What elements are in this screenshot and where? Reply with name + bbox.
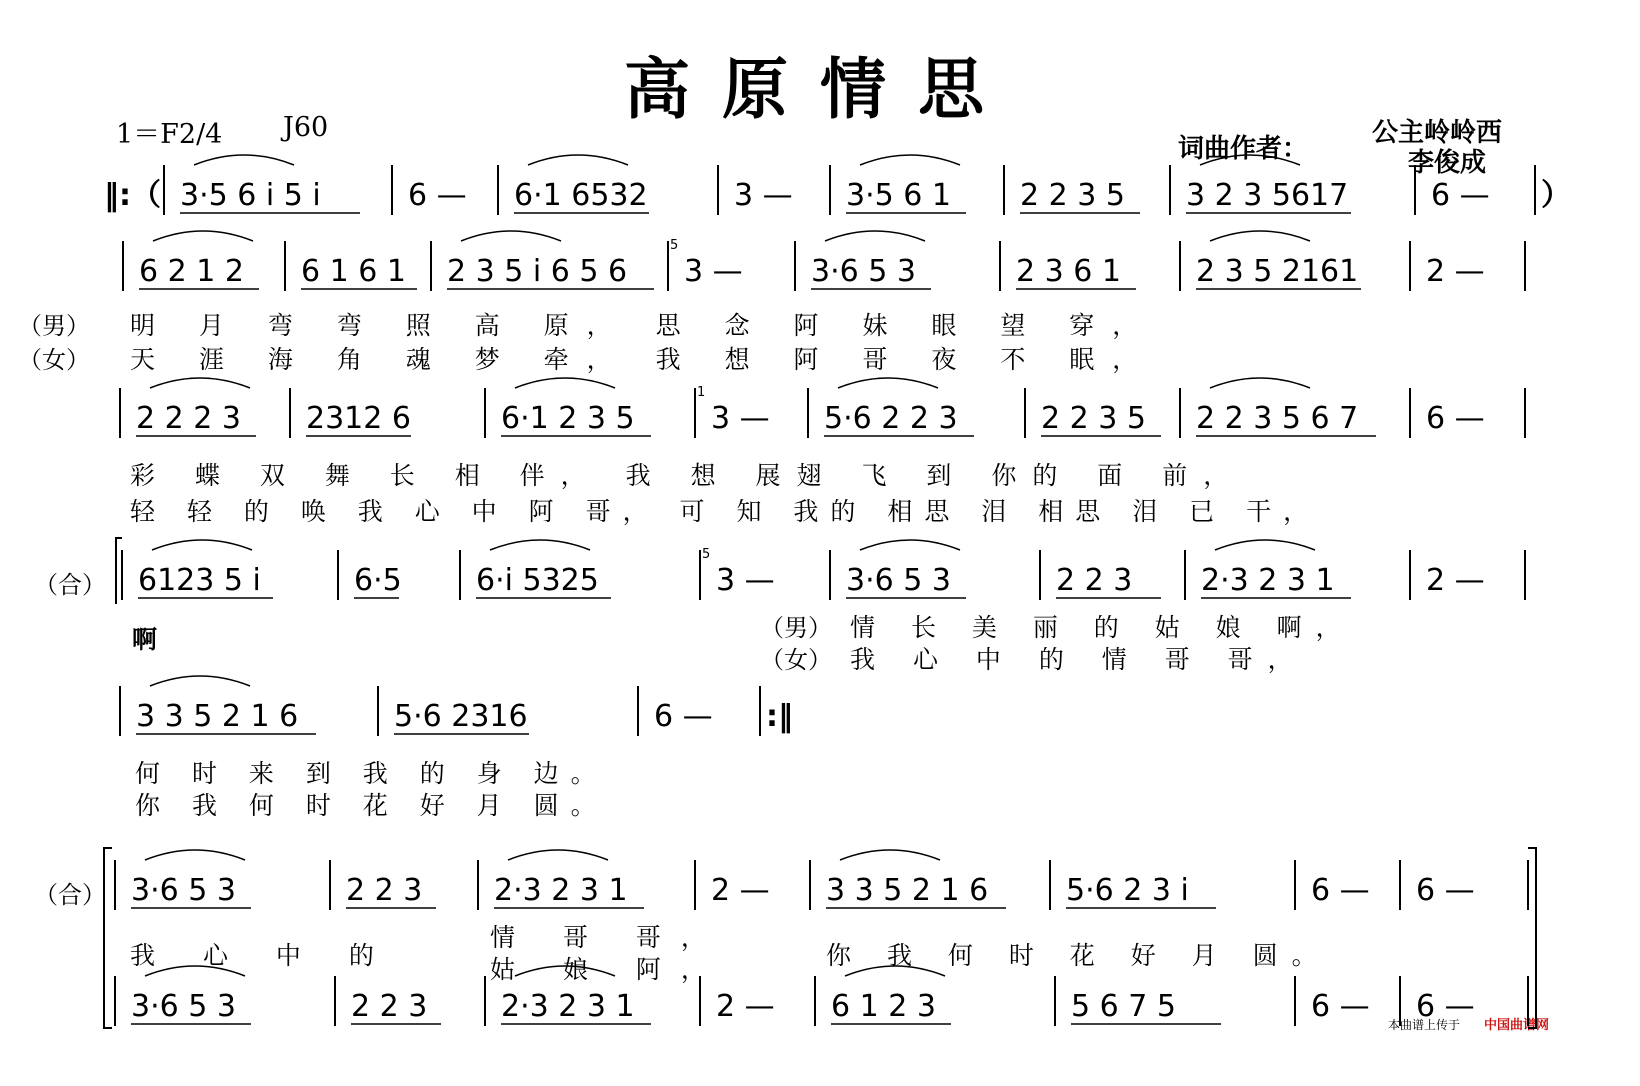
lyric-line: 我 心 中 的: [130, 941, 394, 970]
measure-notes: 6 2 1 2: [139, 254, 244, 289]
measure-notes: 2312 6: [306, 401, 411, 436]
measure-notes: 2 2 3 5 6 7: [1196, 401, 1359, 436]
label-chorus-2: （合）: [34, 881, 106, 909]
measure-notes: 6 —: [1426, 401, 1485, 436]
slur: [1200, 155, 1300, 165]
measure-notes: 6 —: [1431, 178, 1490, 213]
lyric-line: 你 我 何 时 花 好 月 圆。: [826, 941, 1331, 970]
label-male: （男）: [18, 312, 90, 340]
measure-notes: 3 3 5 2 1 6: [136, 699, 299, 734]
tempo-mark: J60: [283, 112, 329, 143]
credit-label: 词曲作者：: [1178, 134, 1309, 164]
measure-notes: 6 —: [1311, 989, 1370, 1024]
slur: [840, 850, 940, 860]
footer-note: 本曲谱上传于: [1388, 1018, 1461, 1032]
slur: [461, 231, 561, 241]
measure-notes: 3·6 5 3: [131, 873, 236, 908]
lyric-line: 情 长 美 丽 的 姑 娘 啊，: [850, 613, 1355, 642]
slur: [860, 540, 960, 550]
measure-notes: 3 3 5 2 1 6: [826, 873, 989, 908]
measure-notes: 3·5 6 1: [846, 178, 951, 213]
lyric-line: 彩 蝶 双 舞 长 相 伴， 我 想 展翅 飞 到 你的 面 前，: [130, 461, 1245, 490]
slur: [845, 966, 945, 976]
repeat-close: :‖: [766, 699, 793, 734]
measure-notes: 2 3 5 2161: [1196, 254, 1359, 289]
measure-notes: 6 1 6 1: [301, 254, 406, 289]
measure-notes: 6·1 6532: [514, 178, 648, 213]
slur: [150, 676, 250, 686]
measure-notes: 6·i 5325: [476, 563, 599, 598]
measure-notes: 2 2 3 5: [1020, 178, 1125, 213]
slur: [194, 155, 294, 165]
measure-notes: 2·3 2 3 1: [501, 989, 635, 1024]
measure-notes: 3·5 6 i 5 i: [180, 178, 321, 213]
measure-notes: 2 —: [1426, 254, 1485, 289]
slur: [145, 966, 245, 976]
lyric-line: 啊: [132, 625, 160, 654]
slur: [528, 155, 628, 165]
measure-notes: 3·6 5 3: [846, 563, 951, 598]
measure-notes: 2 2 3: [1056, 563, 1133, 598]
slur: [838, 378, 938, 388]
slur: [153, 231, 253, 241]
measure-notes: 3·6 5 3: [811, 254, 916, 289]
lyric-line: 何 时 来 到 我 的 身 边。: [135, 759, 608, 788]
label-female-2: （女）: [760, 646, 832, 674]
lyric-line: 姑 娘 阿，: [490, 955, 726, 984]
footer-brand: 中国曲谱网: [1484, 1017, 1550, 1032]
slur: [145, 850, 245, 860]
slur: [515, 966, 615, 976]
measure-notes: 6 —: [408, 178, 467, 213]
measure-notes: 6 —: [1416, 873, 1475, 908]
label-female: （女）: [18, 346, 90, 374]
measure-notes: 6 —: [1416, 989, 1475, 1024]
slur: [490, 540, 590, 550]
measure-notes: 3·6 5 3: [131, 989, 236, 1024]
lyric-line: 明 月 弯 弯 照 高 原， 思 念 阿 妹 眼 望 穿，: [130, 311, 1156, 340]
lyric-line: 天 涯 海 角 魂 梦 牵， 我 想 阿 哥 夜 不 眠，: [130, 345, 1156, 374]
measure-notes: 5·6 2 3 i: [1066, 873, 1189, 908]
composer-1: 公主岭岭西: [1372, 118, 1503, 148]
repeat-open: ‖:（: [104, 178, 161, 213]
measure-notes: 6123 5 i: [138, 563, 261, 598]
lyric-line: 我 心 中 的 情 哥 哥，: [850, 645, 1308, 674]
slur: [825, 231, 925, 241]
lyric-line: 情 哥 哥，: [490, 923, 726, 952]
grace-note: 5: [702, 547, 711, 562]
measure-notes: 5·6 2 2 3: [824, 401, 958, 436]
measure-notes: 5·6 2316: [394, 699, 528, 734]
slur: [515, 378, 615, 388]
measure-notes: 2 2 3: [346, 873, 423, 908]
grace-note: 1: [697, 385, 706, 400]
measure-notes: 2·3 2 3 1: [1201, 563, 1335, 598]
measure-notes: 2 3 5 i 6 5 6: [447, 254, 628, 289]
measure-notes: 2 2 3: [351, 989, 428, 1024]
lyric-line: 你 我 何 时 花 好 月 圆。: [135, 791, 608, 820]
measure-notes: 5 6 7 5: [1071, 989, 1176, 1024]
measure-notes: 6·1 2 3 5: [501, 401, 635, 436]
label-chorus-1: （合）: [34, 571, 106, 599]
system-bracket-left: [104, 848, 112, 1028]
measure-notes: 6 —: [654, 699, 713, 734]
measure-notes: 3 2 3 5617: [1186, 178, 1349, 213]
measure-notes: 3 —: [716, 563, 775, 598]
slur: [1215, 540, 1315, 550]
slur: [152, 540, 252, 550]
label-male-2: （男）: [760, 614, 832, 642]
measure-notes: 3 —: [684, 254, 743, 289]
system-bracket-right: [1528, 848, 1536, 1028]
measure-notes: 2 2 2 3: [136, 401, 241, 436]
measure-notes: 2·3 2 3 1: [494, 873, 628, 908]
slur: [508, 850, 608, 860]
slur: [150, 378, 250, 388]
slur: [1210, 378, 1310, 388]
measure-notes: 2 3 6 1: [1016, 254, 1121, 289]
grace-note: 5: [670, 238, 679, 253]
slur: [1210, 231, 1310, 241]
measure-notes: 2 —: [711, 873, 770, 908]
measure-notes: 6 —: [1311, 873, 1370, 908]
measure-notes: 2 2 3 5: [1041, 401, 1146, 436]
measure-notes: 3 —: [711, 401, 770, 436]
measure-notes: 3 —: [734, 178, 793, 213]
measure-notes: 6·5: [354, 563, 402, 598]
key-signature: 1＝F2/4: [116, 119, 223, 150]
slur: [860, 155, 960, 165]
measure-notes: 2 —: [1426, 563, 1485, 598]
lyric-line: 轻 轻 的 唤 我 心 中 阿 哥， 可 知 我的 相思 泪 相思 泪 已 干，: [130, 497, 1321, 526]
measure-notes: 6 1 2 3: [831, 989, 936, 1024]
title: 高原情思: [624, 50, 1016, 128]
repeat-close: ）: [1541, 178, 1571, 213]
composer-2: 李俊成: [1408, 148, 1487, 178]
measure-notes: 2 —: [716, 989, 775, 1024]
